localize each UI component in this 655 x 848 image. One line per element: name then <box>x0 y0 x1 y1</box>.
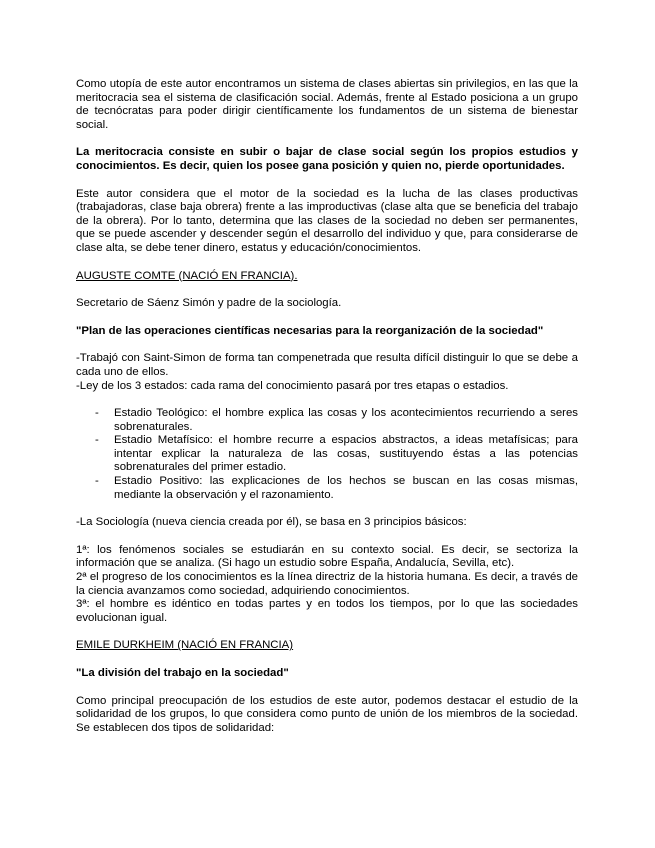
durkheim-work-title: "La división del trabajo en la sociedad" <box>76 667 289 679</box>
paragraph-utopia: Como utopía de este autor encontramos un sistema de clases abiertas sin privilegios, en las que la meritocracia sea el sistema de clasificación social. Además, frente al Estado posiciona a un grupo de tecnócratas para poder dirigir científicamente los fundamentos de un sistema de bienestar social. <box>76 78 578 131</box>
list-dash: - <box>95 407 99 420</box>
sociology-principles-intro: -La Sociología (nueva ciencia creada por él), se basa en 3 principios básicos: <box>76 516 467 529</box>
stage-text: Estadio Positivo: las explicaciones de los hechos se buscan en las cosas mismas, mediante la observación y el razonamiento. <box>114 475 578 501</box>
list-item-positive <box>76 475 578 502</box>
stages-list <box>76 407 578 502</box>
comte-secretary-text: Secretario de Sáenz Simón y padre de la sociología. <box>76 297 342 310</box>
list-item-theological <box>76 407 578 434</box>
heading-emile-durkheim: EMILE DURKHEIM (NACIÓ EN FRANCIA) <box>76 639 294 652</box>
principle-1: 1ª: los fenómenos sociales se estudiarán en su contexto social. Es decir, se sectoriza la información que se analiza. (Si hago un estudio sobre España, Andalucía, Sevilla, etc). <box>76 543 578 570</box>
heading-auguste-comte: AUGUSTE COMTE (NACIÓ EN FRANCIA). <box>76 269 298 282</box>
comte-three-states-text: -Ley de los 3 estados: cada rama del conocimiento pasará por tres etapas o estadios. <box>76 379 509 392</box>
paragraph-solidarity: Como principal preocupación de los estudios de este autor, podemos destacar el estudio de la solidaridad de los grupos, lo que considera como punto de unión de los miembros de la sociedad. Se establecen dos tipos de solidaridad: <box>76 694 578 734</box>
list-dash: - <box>95 475 99 488</box>
list-dash: - <box>95 434 99 447</box>
stage-text: Estadio Teológico: el hombre explica las cosas y los acontecimientos recurriendo a seres sobrenaturales. <box>114 407 578 433</box>
stage-text: Estadio Metafísico: el hombre recurre a espacios abstractos, a ideas metafísicas; para intentar explicar la naturaleza de las cosas, sustituyendo éstas a las potencias sobrenaturales del primer estadio. <box>114 434 578 474</box>
comte-collaboration-text: -Trabajó con Saint-Simon de forma tan compenetrada que resulta difícil distinguir lo que se debe a cada uno de ellos. <box>76 352 578 378</box>
comte-work-title: "Plan de las operaciones científicas necesarias para la reorganización de la sociedad" <box>76 324 544 337</box>
list-item-metaphysical <box>76 434 578 475</box>
principle-2: 2ª el progreso de los conocimientos es la línea directriz de la historia humana. Es decir, a través de la ciencia avanzamos como sociedad, adquiriendo conocimientos. <box>76 571 578 597</box>
paragraph-class-struggle: Este autor considera que el motor de la sociedad es la lucha de las clases productivas (trabajadoras, clase baja obrera) frente a las improductivas (clase alta que se beneficia del trabajo de la obrera). Por lo tanto, determina que las clases de la sociedad no deben ser permanentes, que se puede ascender y descender según el desarrollo del individuo y que, para considerarse de clase alta, se debe tener dinero, estatus y educación/conocimientos. <box>76 187 578 254</box>
page-content <box>76 78 578 735</box>
principle-3: 3ª: el hombre es idéntico en todas partes y en todos los tiempos, por lo que las sociedades evolucionan igual. <box>76 598 578 624</box>
paragraph-meritocracy: La meritocracia consiste en subir o bajar de clase social según los propios estudios y conocimientos. Es decir, quien los posee gana posición y quien no, pierde oportunidades. <box>76 146 578 172</box>
